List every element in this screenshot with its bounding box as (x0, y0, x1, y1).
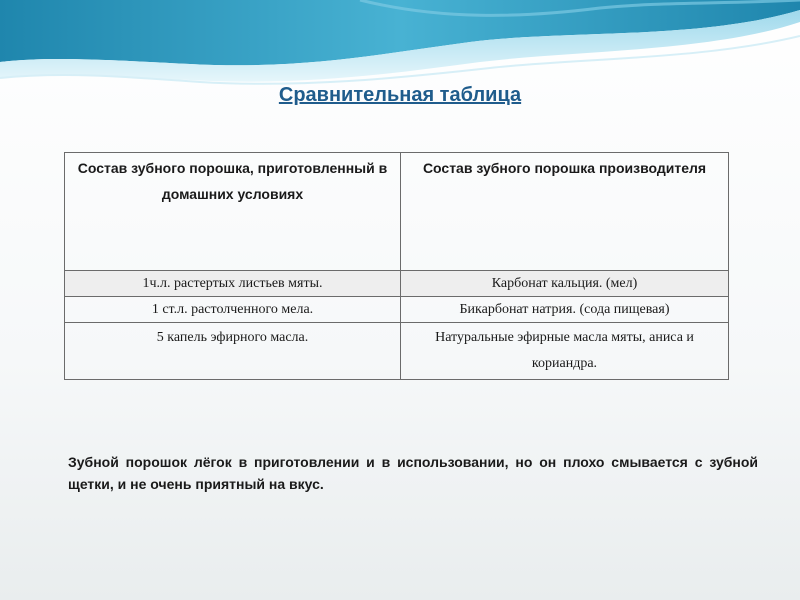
cell-homemade: 1ч.л. растертых листьев мяты. (65, 271, 401, 297)
decorative-waves (0, 0, 800, 90)
cell-homemade: 5 капель эфирного масла. (65, 323, 401, 380)
page-title: Сравнительная таблица (278, 84, 522, 106)
cell-manufacturer: Натуральные эфирные масла мяты, аниса и кориандра. (401, 323, 729, 380)
cell-manufacturer: Карбонат кальция. (мел) (401, 271, 729, 297)
header-manufacturer: Состав зубного порошка производителя (401, 153, 729, 271)
comparison-table (64, 152, 729, 380)
conclusion-text: Зубной порошок лёгок в приготовлении и в использовании, но он плохо смывается с зубной щетки, и не очень приятный на вкус. (68, 454, 758, 492)
cell-homemade: 1 ст.л. растолченного мела. (65, 297, 401, 323)
table-header-row (65, 153, 729, 271)
header-homemade: Состав зубного порошка, приготовленный в домашних условиях (65, 153, 401, 271)
table-row (65, 323, 729, 380)
table-row (65, 271, 729, 297)
table-row (65, 297, 729, 323)
cell-manufacturer: Бикарбонат натрия. (сода пищевая) (401, 297, 729, 323)
